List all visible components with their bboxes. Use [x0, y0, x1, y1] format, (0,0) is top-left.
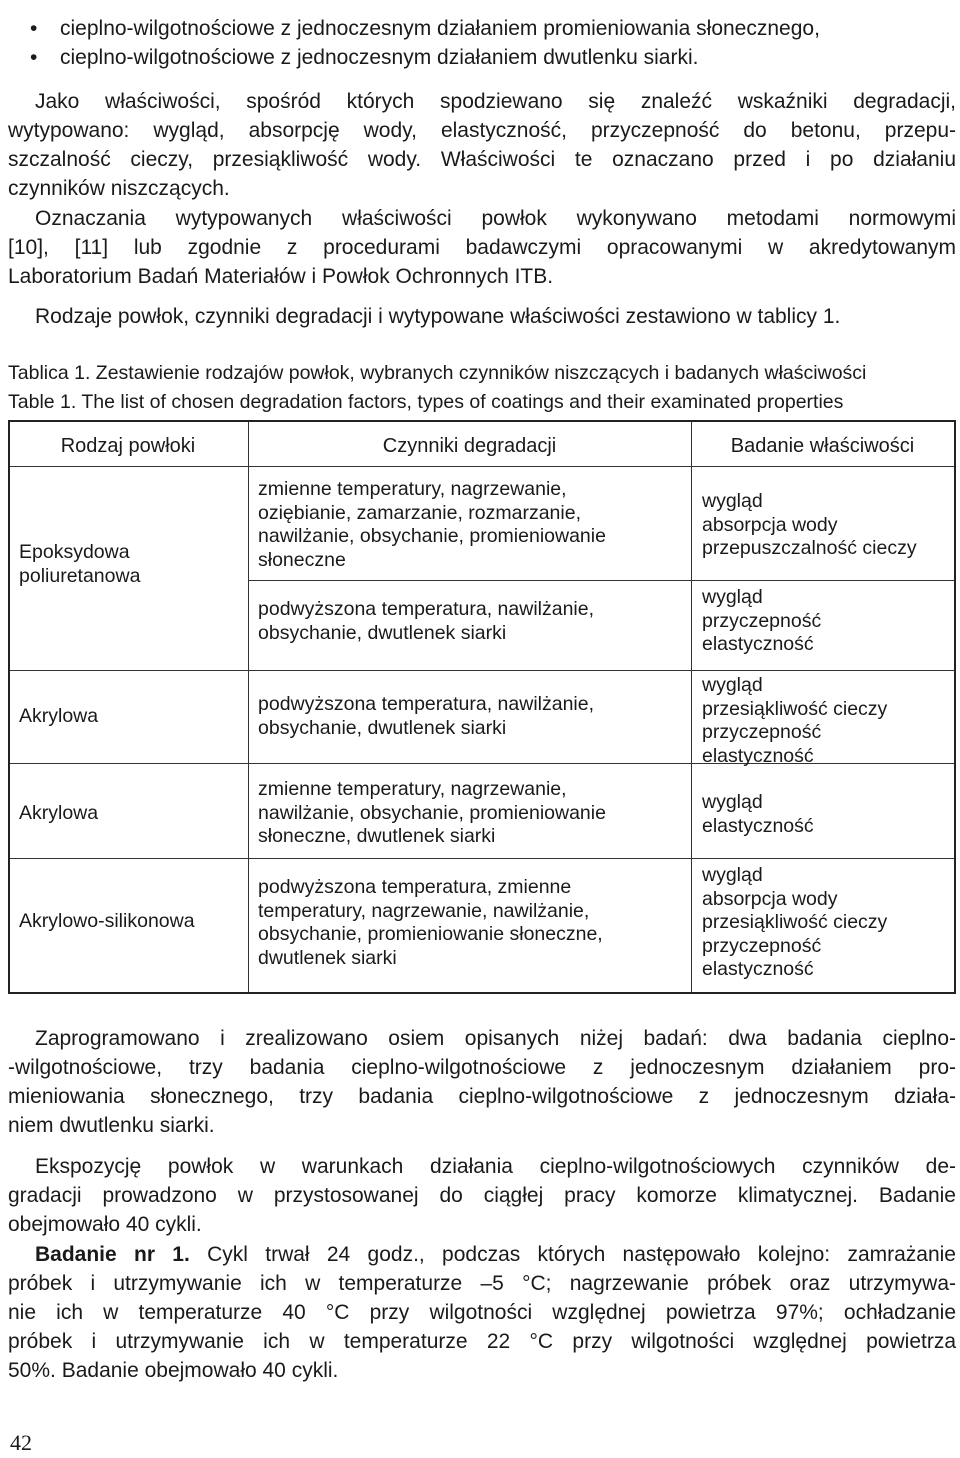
row-divider [248, 580, 954, 581]
property-line: elastyczność [702, 744, 814, 767]
property-line: wygląd [702, 791, 763, 813]
paragraph-table-intro [8, 302, 956, 331]
text-line: mieniowania słonecznego, trzy badania cieplno-wilgotnościowe z jednoczesnym działa- [8, 1085, 956, 1108]
factor-line: podwyższona temperatura, nawilżanie, [258, 598, 595, 620]
text-line: niem dwutlenku siarki. [8, 1114, 215, 1137]
paragraph-properties [8, 87, 956, 203]
property-line: absorpcja wody [702, 887, 838, 910]
properties-cell [702, 586, 821, 657]
test-heading: Badanie nr 1. [35, 1243, 190, 1266]
text-line: Zaprogramowano i zrealizowano osiem opisanych niżej badań: dwa badania cieplno- [35, 1027, 956, 1050]
property-line: przyczepność [702, 609, 822, 632]
factor-line: podwyższona temperatura, nawilżanie, [258, 693, 595, 715]
properties-cell [702, 864, 887, 982]
factors-cell [258, 778, 606, 849]
column-divider [248, 422, 249, 992]
list-item-text: cieplno-wilgotnościowe z jednoczesnym działaniem promieniowania słonecznego, [60, 17, 820, 40]
list-item-text: cieplno-wilgotnościowe z jednoczesnym działaniem dwutlenku siarki. [60, 46, 699, 69]
text-line: Ekspozycję powłok w warunkach działania cieplno-wilgotnościowych czynników de- [35, 1155, 956, 1178]
coating-cell [19, 541, 140, 588]
column-divider [691, 422, 692, 992]
factor-line: zmienne temperatury, nagrzewanie, [258, 778, 567, 800]
coating-name: Epoksydowa [19, 541, 130, 563]
factors-cell [258, 693, 594, 740]
text-line: Laboratorium Badań Materiałów i Powłok Ochronnych ITB. [8, 265, 554, 288]
bullet-icon: • [30, 46, 38, 69]
factor-line: dwutlenek siarki [258, 946, 397, 969]
property-line: elastyczność [702, 633, 814, 655]
property-line: wygląd [702, 674, 763, 696]
paragraph-program [8, 1024, 956, 1140]
factors-cell [258, 478, 606, 572]
text-line: próbek i utrzymywanie ich w temperaturze 22 °C przy wilgotności względnej powietrza [8, 1330, 956, 1353]
table-caption-pl: Tablica 1. Zestawienie rodzajów powłok, wybranych czynników niszczących i badanych właściwości [8, 362, 867, 384]
text-line: -wilgotnościowe, trzy badania cieplno-wilgotnościowe z jednoczesnym działaniem pro- [8, 1056, 956, 1079]
text-fragment: Cykl trwał 24 godz., podczas których następowało kolejno: zamrażanie [189, 1243, 956, 1266]
coating-cell: Akrylowa [19, 802, 99, 824]
text-line: Jako właściwości, spośród których spodziewano się znaleźć wskaźniki degradacji, [35, 90, 956, 113]
text-line: gradacji prowadzono w przystosowanej do ciągłej pracy komorze klimatycznej. Badanie [8, 1184, 956, 1207]
bullet-icon: • [30, 17, 38, 40]
text-line: 50%. Badanie obejmowało 40 cykli. [8, 1359, 339, 1382]
property-line: elastyczność [702, 958, 814, 980]
coating-cell: Akrylowo-silikonowa [19, 910, 195, 932]
text-line: obejmowało 40 cykli. [8, 1213, 202, 1236]
paragraph-methods [8, 204, 956, 291]
text-line: nie ich w temperaturze 40 °C przy wilgotności względnej powietrza 97%; ochładzanie [8, 1301, 956, 1324]
property-line: przesiąkliwość cieczy [702, 911, 888, 933]
header-degradation-factors: Czynniki degradacji [382, 435, 557, 457]
factor-line: oziębianie, zamarzanie, rozmarzanie, [258, 501, 581, 524]
text-line [8, 1240, 956, 1269]
factor-line: obsychanie, promieniowanie słoneczne, [258, 923, 603, 945]
factors-cell [258, 876, 603, 970]
property-line: przepuszczalność cieczy [702, 537, 917, 559]
text-line: próbek i utrzymywanie ich w temperaturze –5 °C; nagrzewanie próbek oraz utrzymywa- [8, 1272, 956, 1295]
factor-line: obsychanie, dwutlenek siarki [258, 621, 507, 644]
property-line: przyczepność [702, 934, 822, 957]
paragraph-test-1 [8, 1240, 956, 1385]
property-line: przesiąkliwość cieczy [702, 697, 888, 720]
text-line: szczalność cieczy, przesiąkliwość wody. Właściwości te oznaczano przed i po działaniu [8, 148, 956, 171]
text-line: Rodzaje powłok, czynniki degradacji i wytypowane właściwości zestawiono w tablicy 1. [35, 305, 841, 328]
factor-line: nawilżanie, obsychanie, promieniowanie [258, 525, 606, 547]
bullet-section [8, 14, 956, 72]
property-line: elastyczność [702, 814, 814, 837]
list-item [8, 14, 956, 43]
table [8, 420, 956, 994]
factor-line: zmienne temperatury, nagrzewanie, [258, 478, 567, 500]
property-line: absorpcja wody [702, 513, 838, 536]
property-line: wygląd [702, 490, 763, 512]
row-divider [10, 670, 954, 671]
factor-line: obsychanie, dwutlenek siarki [258, 716, 507, 739]
text-line: Oznaczania wytypowanych właściwości powłok wykonywano metodami normowymi [35, 207, 956, 230]
factors-cell [258, 598, 594, 645]
text-line: [10], [11] lub zgodnie z procedurami badawczymi opracowanymi w akredytowanym [8, 236, 956, 259]
header-divider [10, 466, 954, 467]
header-coating-type: Rodzaj powłoki [60, 435, 196, 457]
properties-cell [702, 791, 814, 838]
paragraph-exposure [8, 1152, 956, 1239]
factor-line: słoneczne [258, 548, 346, 571]
page-number: 42 [10, 1430, 32, 1455]
property-line: przyczepność [702, 721, 822, 743]
properties-cell [702, 490, 917, 561]
coating-name: poliuretanowa [19, 564, 141, 587]
row-divider [10, 858, 954, 859]
properties-cell [702, 674, 887, 768]
property-line: wygląd [702, 586, 763, 608]
factor-line: podwyższona temperatura, zmienne [258, 876, 572, 898]
header-examined-properties: Badanie właściwości [730, 435, 915, 457]
table-caption-en: Table 1. The list of chosen degradation factors, types of coatings and their examinated properties [8, 391, 844, 413]
text-line: czynników niszczących. [8, 177, 230, 200]
property-line: wygląd [702, 864, 763, 886]
factor-line: temperatury, nagrzewanie, nawilżanie, [258, 899, 590, 922]
text-line: wytypowano: wygląd, absorpcję wody, elastyczność, przyczepność do betonu, przepu- [8, 119, 956, 142]
factor-line: nawilżanie, obsychanie, promieniowanie [258, 801, 606, 824]
bullet-list [8, 14, 956, 72]
coating-cell: Akrylowa [19, 705, 99, 727]
factor-line: słoneczne, dwutlenek siarki [258, 825, 496, 847]
list-item [8, 43, 956, 72]
